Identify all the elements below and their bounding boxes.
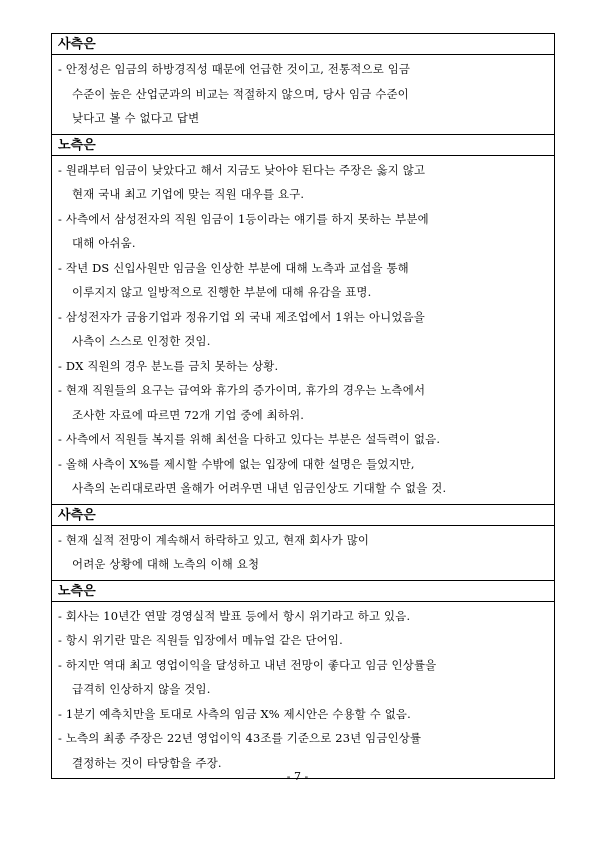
bullet-item — [52, 57, 554, 131]
bullet-line: - 1분기 예측치만을 토대로 사측의 임금 X% 제시안은 수용할 수 없음. — [58, 706, 411, 721]
bullet-item — [52, 452, 554, 501]
bullet-item — [52, 256, 554, 305]
section-heading: 사측은 — [52, 33, 554, 55]
bullet-line: - 올해 사측이 X%를 제시할 수밖에 없는 입장에 대한 설명은 들었지만, — [58, 456, 415, 471]
bullet-line: 결정하는 것이 타당함을 주장. — [72, 755, 222, 770]
bullet-item — [52, 207, 554, 256]
bullet-line: - 노측의 최종 주장은 22년 영업이익 43조를 기준으로 23년 임금인상률 — [58, 731, 422, 745]
bullet-line: - 사측에서 직원들 복지를 위해 최선을 다하고 있다는 부분은 설득력이 없음. — [58, 432, 441, 446]
section-body — [52, 55, 554, 134]
page-number: - 7 - — [286, 770, 309, 783]
bullet-line: - 작년 DS 신입사원만 임금을 인상한 부분에 대해 노측과 교섭을 통해 — [58, 260, 409, 275]
section-body — [52, 156, 554, 504]
bullet-line: - 현재 실적 전망이 계속해서 하락하고 있고, 현재 회사가 많이 — [58, 532, 370, 547]
minutes-table — [51, 33, 555, 779]
bullet-line: 수준이 높은 산업군과의 비교는 적절하지 않으며, 당사 임금 수준이 — [72, 86, 409, 101]
bullet-line: 낮다고 볼 수 없다고 답변 — [72, 111, 200, 125]
section-body — [52, 526, 554, 580]
bullet-line: 조사한 자료에 따르면 72개 기업 중에 최하위. — [72, 407, 305, 422]
section-body — [52, 602, 554, 779]
bullet-line: - 현재 직원들의 요구는 급여와 휴가의 증가이며, 휴가의 경우는 노측에서 — [58, 383, 426, 397]
bullet-item — [52, 653, 554, 702]
bullet-item — [52, 726, 554, 775]
bullet-item — [52, 702, 554, 727]
bullet-item — [52, 528, 554, 577]
bullet-item — [52, 305, 554, 354]
bullet-line: - 삼성전자가 금융기업과 정유기업 외 국내 제조업에서 1위는 아니었음을 — [58, 309, 425, 324]
bullet-line: - 원래부터 임금이 낮았다고 해서 지금도 낮아야 된다는 주장은 옳지 않고 — [58, 162, 426, 177]
bullet-line: 이루지지 않고 일방적으로 진행한 부분에 대해 유감을 표명. — [72, 285, 372, 299]
section-heading: 사측은 — [52, 504, 554, 526]
bullet-line: - 안정성은 임금의 하방경직성 때문에 언급한 것이고, 전통적으로 임금 — [58, 62, 411, 76]
bullet-item — [52, 378, 554, 427]
section-heading: 노측은 — [52, 580, 554, 602]
bullet-item — [52, 354, 554, 379]
bullet-line: 급격히 인상하지 않을 것임. — [72, 682, 211, 696]
bullet-line: 어려운 상황에 대해 노측의 이해 요청 — [72, 557, 260, 571]
bullet-line: 사측이 스스로 인정한 것임. — [72, 334, 211, 348]
bullet-line: - DX 직원의 경우 분노를 금치 못하는 상황. — [58, 358, 279, 373]
bullet-item — [52, 604, 554, 629]
section-heading: 노측은 — [52, 134, 554, 156]
bullet-line: - 사측에서 삼성전자의 직원 임금이 1등이라는 얘기를 하지 못하는 부분에 — [58, 211, 429, 226]
bullet-line: 사측의 논리대로라면 올해가 어려우면 내년 임금인상도 기대할 수 없을 것. — [72, 481, 447, 495]
bullet-line: - 하지만 역대 최고 영업이익을 달성하고 내년 전망이 좋다고 임금 인상률을 — [58, 657, 437, 672]
bullet-item — [52, 427, 554, 452]
bullet-item — [52, 628, 554, 653]
bullet-item — [52, 158, 554, 207]
bullet-line: - 항시 위기란 말은 직원들 입장에서 메뉴얼 같은 단어임. — [58, 633, 343, 647]
bullet-line: 대해 아쉬움. — [72, 236, 136, 250]
bullet-line: 현재 국내 최고 기업에 맞는 직원 대우를 요구. — [72, 187, 305, 201]
bullet-line: - 회사는 10년간 연말 경영실적 발표 등에서 항시 위기라고 하고 있음. — [58, 608, 411, 623]
